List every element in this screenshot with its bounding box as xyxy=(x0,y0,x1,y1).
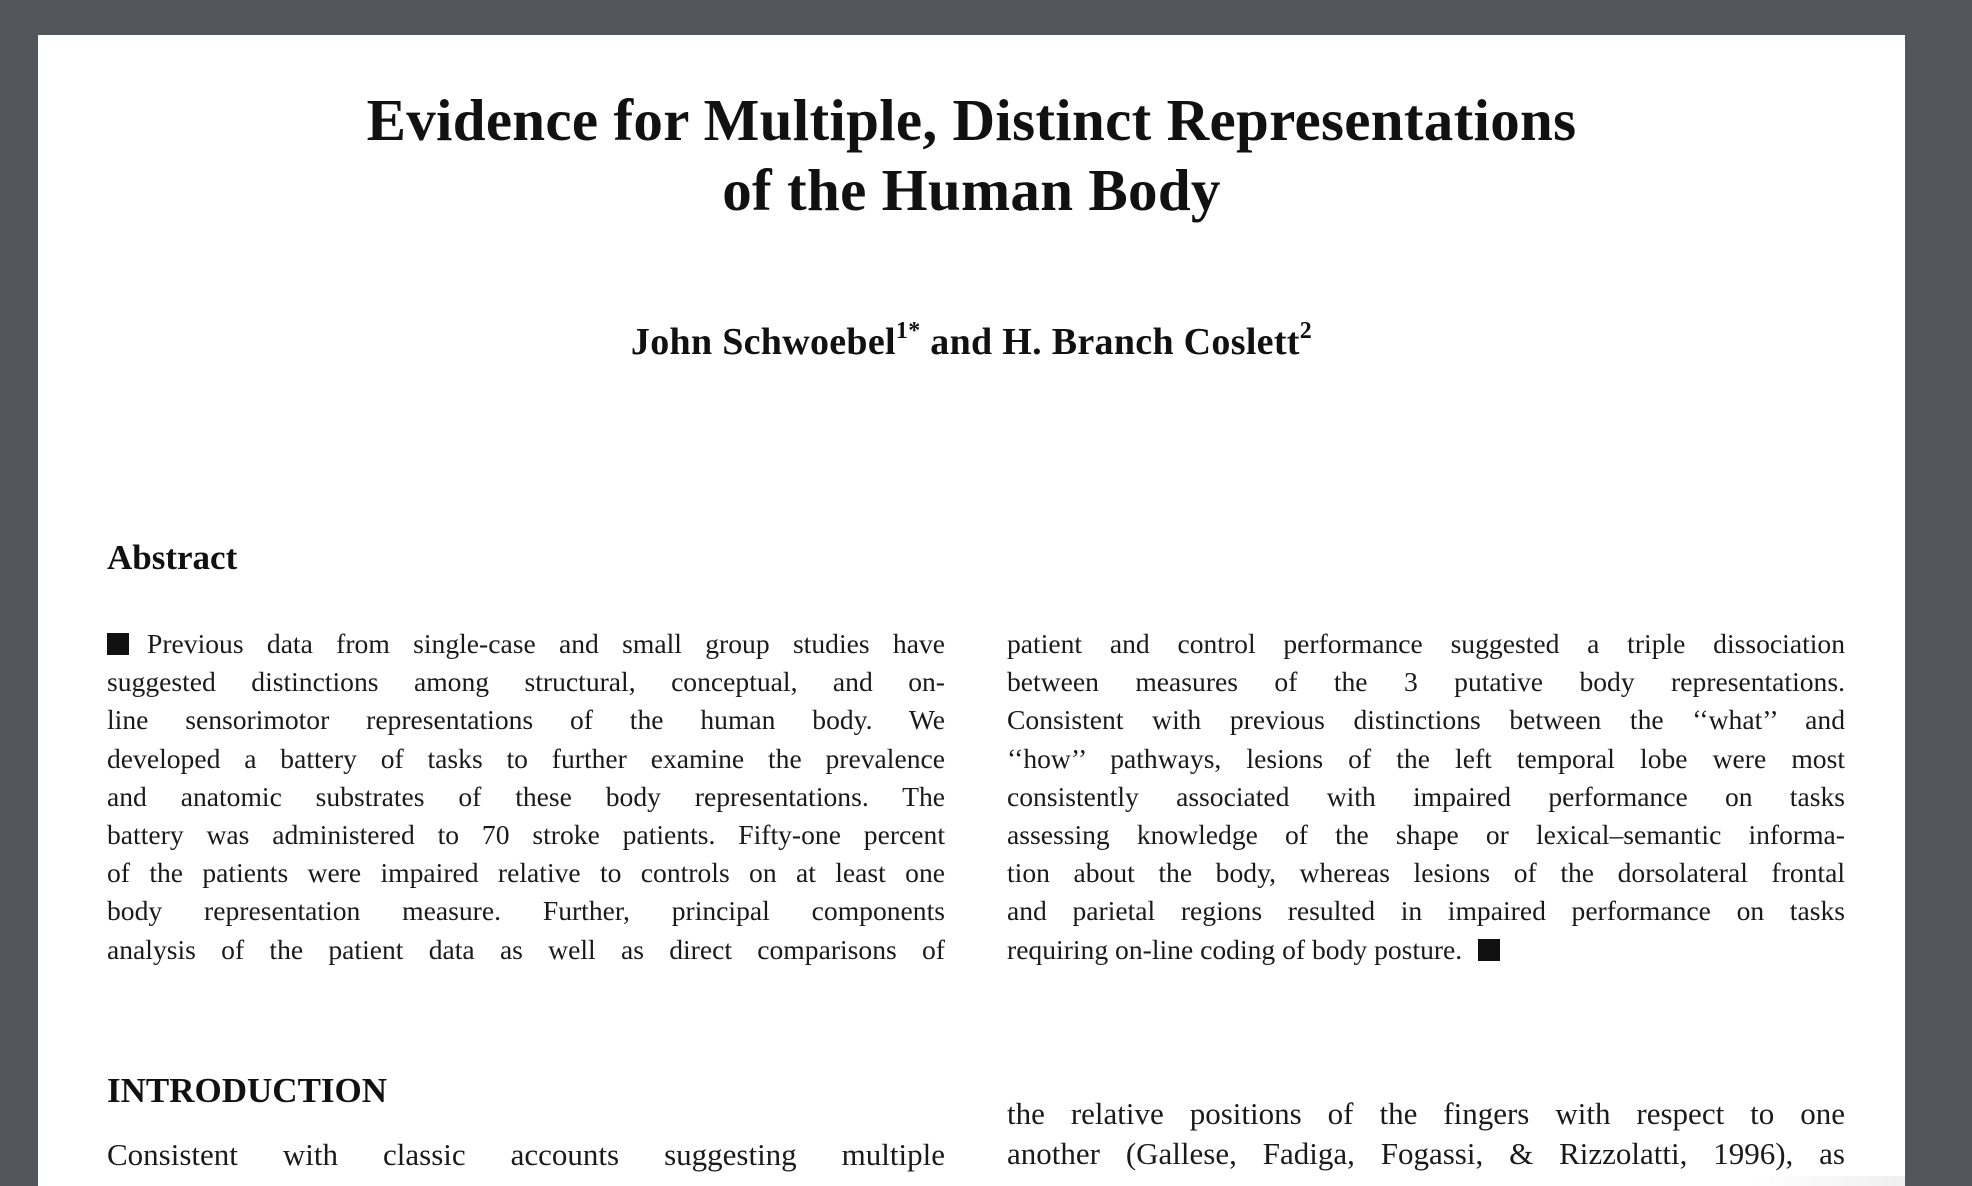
abstract-line: of the patients were impaired relative to controls on at least one xyxy=(107,857,945,889)
abstract-line: line sensorimotor representations of the human body. We xyxy=(107,704,945,736)
section-start-square-icon xyxy=(107,633,129,655)
abstract-line: consistently associated with impaired performance on tasks xyxy=(1007,780,1845,812)
abstract-left-column xyxy=(107,625,945,969)
page-corner-fade xyxy=(1755,1176,1905,1186)
abstract-line: and anatomic substrates of these body representations. The xyxy=(107,780,945,812)
abstract-line: suggested distinctions among structural, conceptual, and on- xyxy=(107,666,945,698)
abstract-line: requiring on-line coding of body posture. xyxy=(1007,931,1845,969)
introduction-heading: INTRODUCTION xyxy=(107,1071,388,1110)
author-conjunction: and xyxy=(920,321,1003,363)
title-line-2: of the Human Body xyxy=(722,157,1221,223)
abstract-line: and parietal regions resulted in impaired performance on tasks xyxy=(1007,895,1845,927)
introduction-line: another (Gallese, Fadiga, Fogassi, & Rizzolatti, 1996), as xyxy=(1007,1136,1845,1171)
abstract-line: patient and control performance suggested a triple dissociation xyxy=(1007,628,1845,659)
abstract-line: body representation measure. Further, principal components xyxy=(107,895,945,927)
abstract-line: ‘‘how’’ pathways, lesions of the left temporal lobe were most xyxy=(1007,742,1845,774)
introduction-line: the relative positions of the fingers with respect to one xyxy=(1007,1096,1845,1131)
abstract-line: Consistent with previous distinctions between the ‘‘what’’ and xyxy=(1007,704,1845,736)
paper-title xyxy=(38,85,1905,225)
document-page xyxy=(38,35,1905,1186)
abstract-line: developed a battery of tasks to further examine the prevalence xyxy=(107,742,945,774)
abstract-line: battery was administered to 70 stroke patients. Fifty-one percent xyxy=(107,819,945,851)
title-line-1: Evidence for Multiple, Distinct Representations xyxy=(366,87,1577,153)
author-list xyxy=(38,320,1905,364)
author-2-affiliation: 2 xyxy=(1299,318,1313,344)
introduction-right-column xyxy=(1007,1094,1845,1174)
abstract-right-column xyxy=(1007,625,1845,969)
abstract-heading: Abstract xyxy=(107,538,238,577)
author-1-affiliation: 1* xyxy=(895,318,921,344)
introduction-left-line: Consistent with classic accounts suggesting multiple xyxy=(107,1137,945,1172)
abstract-line: analysis of the patient data as well as direct comparisons of xyxy=(107,933,945,965)
abstract-line: assessing knowledge of the shape or lexical–semantic informa- xyxy=(1007,819,1845,851)
abstract-line: tion about the body, whereas lesions of the dorsolateral frontal xyxy=(1007,857,1845,889)
abstract-line: Previous data from single-case and small group studies have xyxy=(107,625,945,663)
section-end-square-icon xyxy=(1478,939,1500,961)
author-1: John Schwoebel xyxy=(630,321,896,363)
abstract-line: between measures of the 3 putative body representations. xyxy=(1007,666,1845,698)
author-2: H. Branch Coslett xyxy=(1002,321,1300,363)
